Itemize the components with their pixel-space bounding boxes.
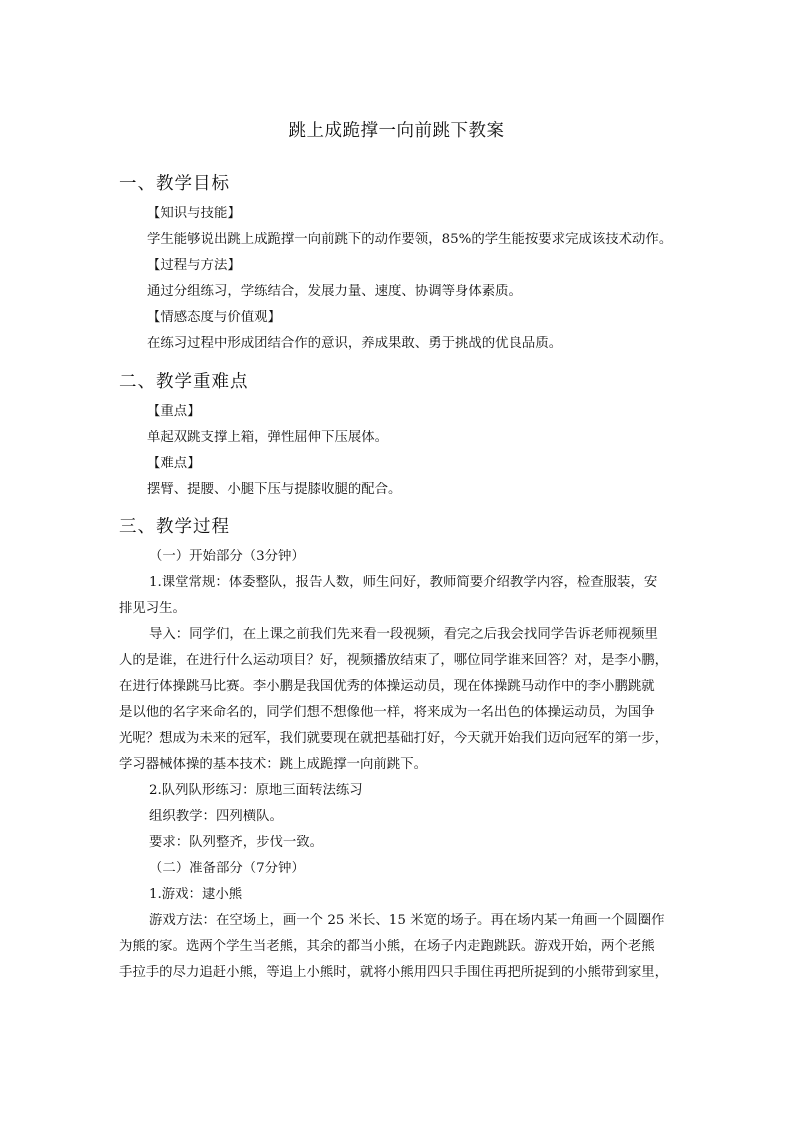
objective-label-knowledge: 【知识与技能】 [147,206,241,221]
objective-text-knowledge: 学生能够说出跳上成跪撑一向前跳下的动作要领，85%的学生能按要求完成该技术动作。 [147,232,673,247]
organization-line: 组织教学：四列横队。 [149,809,283,824]
intro-line-4: 是以他的名字来命名的，同学们想不想像他一样，将来成为一名出色的体操运动员，为国争 [119,705,655,720]
intro-line-6: 学习器械体操的基本技术：跳上成跪撑一向前跳下。 [119,757,427,772]
key-point-text: 单起双跳支撑上箱，弹性屈伸下压展体。 [147,430,389,445]
section-heading-key-points: 二、教学重难点 [119,372,249,392]
objective-text-process: 通过分组练习，学练结合，发展力量、速度、协调等身体素质。 [147,284,522,299]
intro-line-2: 人的是谁，在进行什么运动项目？好，视频播放结束了，哪位同学谁来回答？对，是李小鹏， [119,653,669,668]
routine-line-2: 排见习生。 [119,601,186,616]
part-two-title: （二）准备部分（7分钟） [149,861,305,876]
objective-label-emotion: 【情感态度与价值观】 [147,310,281,325]
game-method-line-1: 游戏方法：在空场上，画一个 25 米长、15 米宽的场子。再在场内某一角画一个圆圈作 [149,913,665,928]
game-method-line-3: 手拉手的尽力追赶小熊，等追上小熊时，就将小熊用四只手围住再把所捉到的小熊带到家里， [119,965,669,980]
document-title: 跳上成跪撑一向前跳下教案 [288,121,505,141]
intro-line-3: 在进行体操跳马比赛。李小鹏是我国优秀的体操运动员，现在体操跳马动作中的李小鹏跳就 [119,679,655,694]
drill-line: 2.队列队形练习：原地三面转法练习 [149,783,363,798]
requirement-line: 要求：队列整齐，步伐一致。 [149,835,324,850]
part-one-title: （一）开始部分（3分钟） [149,549,305,564]
section-heading-process: 三、教学过程 [119,517,230,537]
objective-text-emotion: 在练习过程中形成团结合作的意识，养成果敢、勇于挑战的优良品质。 [147,336,563,351]
intro-line-5: 光呢？想成为未来的冠军，我们就要现在就把基础打好，今天就开始我们迈向冠军的第一步， [119,731,669,746]
key-point-label: 【重点】 [147,404,201,419]
difficulty-label: 【难点】 [147,456,201,471]
section-heading-objectives: 一、教学目标 [119,174,230,194]
game-method-line-2: 为熊的家。选两个学生当老熊，其余的都当小熊，在场子内走跑跳跃。游戏开始，两个老熊 [119,939,655,954]
difficulty-text: 摆臂、提腰、小腿下压与提膝收腿的配合。 [147,482,402,497]
intro-line-1: 导入：同学们，在上课之前我们先来看一段视频，看完之后我会找同学告诉老师视频里 [149,627,658,642]
routine-line-1: 1.课堂常规：体委整队，报告人数，师生问好，教师简要介绍教学内容，检查服装，安 [149,575,658,590]
game-title: 1.游戏：逮小熊 [149,887,243,902]
objective-label-process: 【过程与方法】 [147,258,241,273]
